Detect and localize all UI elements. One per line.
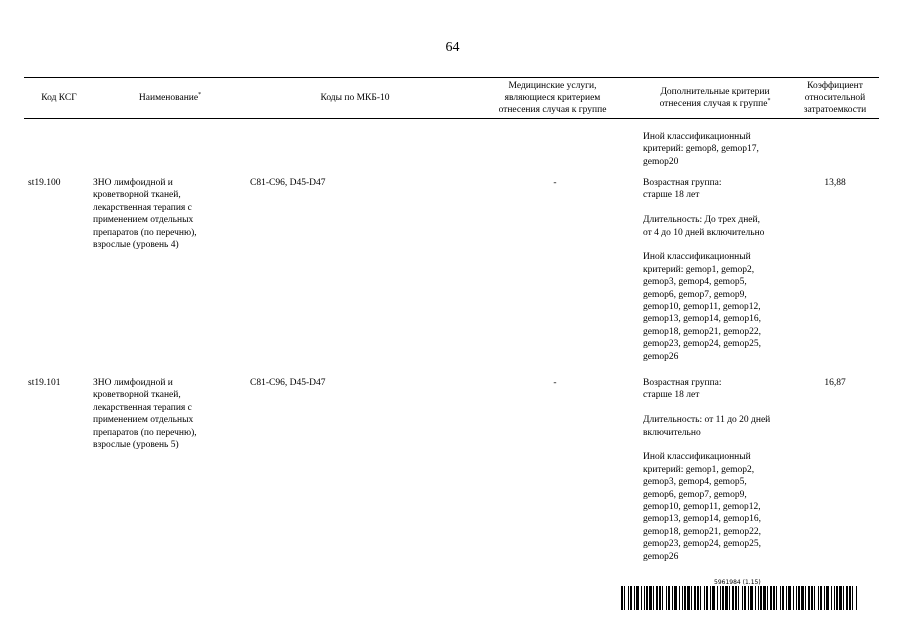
row-1-services: - (553, 178, 557, 188)
row-1-mkb: C81-C96, D45-D47 (250, 178, 326, 188)
header-bottom-rule (24, 118, 879, 119)
row-1-age: Возрастная группа: старше 18 лет (643, 178, 722, 201)
barcode-number: 5961984 (1.15) (714, 579, 761, 586)
row-2-services: - (553, 378, 557, 388)
header-criteria: Дополнительные критерии отнесения случая к группе* (659, 87, 771, 109)
row-2-criteria (643, 377, 770, 563)
row-1-name: ЗНО лимфоидной и кроветворной тканей, лекарственная терапия с применением отдельных препаратов (по перечню), взрослые (уровень 4) (93, 178, 197, 251)
header-name: Наименование* (138, 91, 202, 103)
header-coef: Коэффициент относительной затратоемкости (803, 81, 867, 115)
header-mkb: Коды по МКБ-10 (320, 93, 390, 103)
row-2-coef: 16,87 (824, 378, 846, 388)
row-1-coef: 13,88 (824, 178, 846, 188)
row-1-duration: Длительность: До трех дней, от 4 до 10 дней включительно (643, 215, 765, 238)
row-2-duration: Длительность: от 11 до 20 дней включительно (643, 415, 771, 438)
header-services: Медицинские услуги, являющиеся критерием отнесения случая к группе (498, 81, 607, 115)
row-2-name: ЗНО лимфоидной и кроветворной тканей, лекарственная терапия с применением отдельных препаратов (по перечню), взрослые (уровень 5) (93, 378, 197, 451)
barcode-image (621, 586, 857, 610)
row-2-other: Иной классификационный критерий: gemop1, gemop2, gemop3, gemop4, gemop5, gemop6, gemop7, gemop9, gemop10, gemop11, gemop12, gemop13, gemop14, gemop16, gemop18, gemop21, gemop22, gemop23, gemop24, gemop25, gemop26 (643, 452, 761, 562)
row-2-code: st19.101 (28, 378, 61, 388)
row-1-criteria (643, 177, 764, 363)
row-1-other: Иной классификационный критерий: gemop1, gemop2, gemop3, gemop4, gemop5, gemop6, gemop7, gemop9, gemop10, gemop11, gemop12, gemop13, gemop14, gemop16, gemop18, gemop21, gemop22, gemop23, gemop24, gemop25, gemop26 (643, 252, 761, 362)
row-1-code: st19.100 (28, 178, 61, 188)
page-number: 64 (445, 40, 460, 55)
carryover-criterion: Иной классификационный критерий: gemop8, gemop17, gemop20 (643, 132, 759, 167)
row-2-mkb: C81-C96, D45-D47 (250, 378, 326, 388)
header-code: Код КСГ (41, 93, 77, 103)
header-top-rule (24, 77, 879, 78)
row-2-age: Возрастная группа: старше 18 лет (643, 378, 722, 401)
